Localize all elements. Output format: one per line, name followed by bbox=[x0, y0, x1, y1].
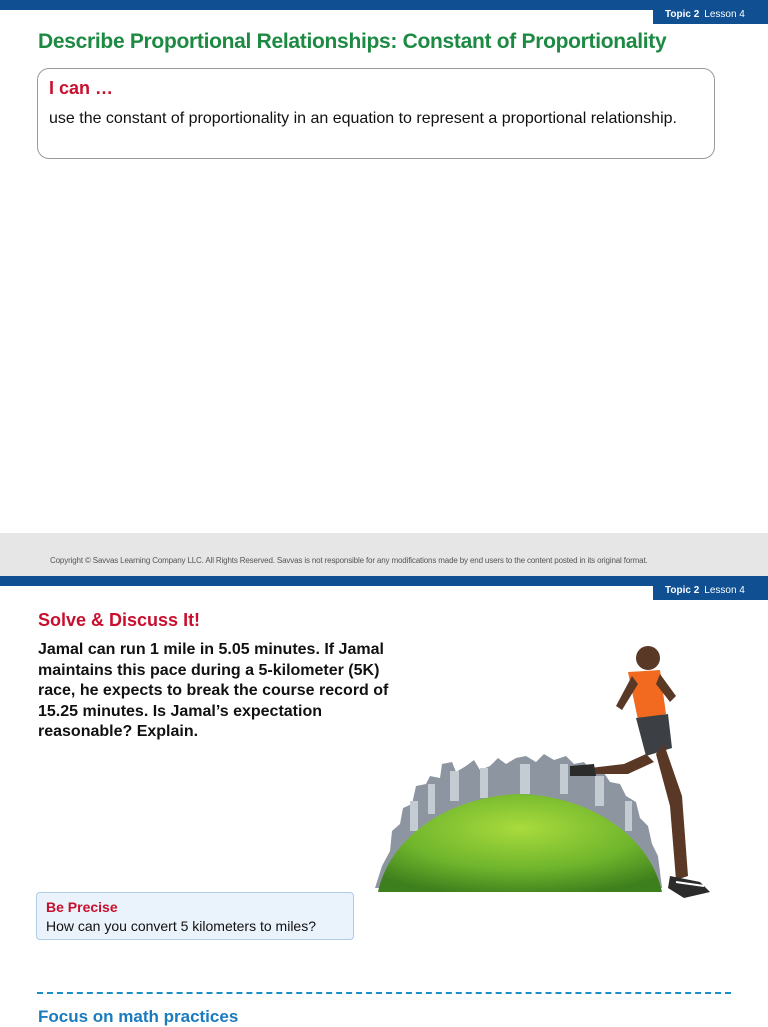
page-title: Describe Proportional Relationships: Constant of Proportionality bbox=[38, 30, 667, 53]
copyright-text: Copyright © Savvas Learning Company LLC. All Rights Reserved. Savvas is not responsible for any modifications made by end users to the content posted in its original format. bbox=[50, 556, 648, 565]
i-can-text: use the constant of proportionality in an equation to represent a proportional relationship. bbox=[49, 110, 677, 127]
footer bbox=[0, 533, 768, 576]
lesson-label: Lesson 4 bbox=[704, 584, 745, 596]
topic-label: Topic 2 bbox=[665, 584, 700, 596]
dashed-divider bbox=[37, 992, 731, 994]
i-can-box bbox=[37, 68, 715, 159]
be-precise-text: How can you convert 5 kilometers to miles? bbox=[46, 918, 316, 934]
i-can-heading: I can … bbox=[49, 78, 114, 98]
runner-on-globe-illustration bbox=[370, 636, 740, 926]
topic-lesson-tag bbox=[653, 4, 768, 24]
solve-discuss-heading: Solve & Discuss It! bbox=[38, 610, 201, 630]
be-precise-heading: Be Precise bbox=[46, 899, 118, 915]
be-precise-callout bbox=[36, 892, 354, 940]
lesson-label: Lesson 4 bbox=[704, 8, 745, 20]
topic-label: Topic 2 bbox=[665, 8, 700, 20]
topic-lesson-tag-slide-2 bbox=[653, 580, 768, 600]
focus-heading: Focus on math practices bbox=[38, 1007, 239, 1026]
problem-text: Jamal can run 1 mile in 5.05 minutes. If Jamal maintains this pace during a 5-kilometer (5K) race, he expects to break the course record of 15.25 minutes. Is Jamal’s expectation reasonable? Explain. bbox=[38, 641, 389, 740]
